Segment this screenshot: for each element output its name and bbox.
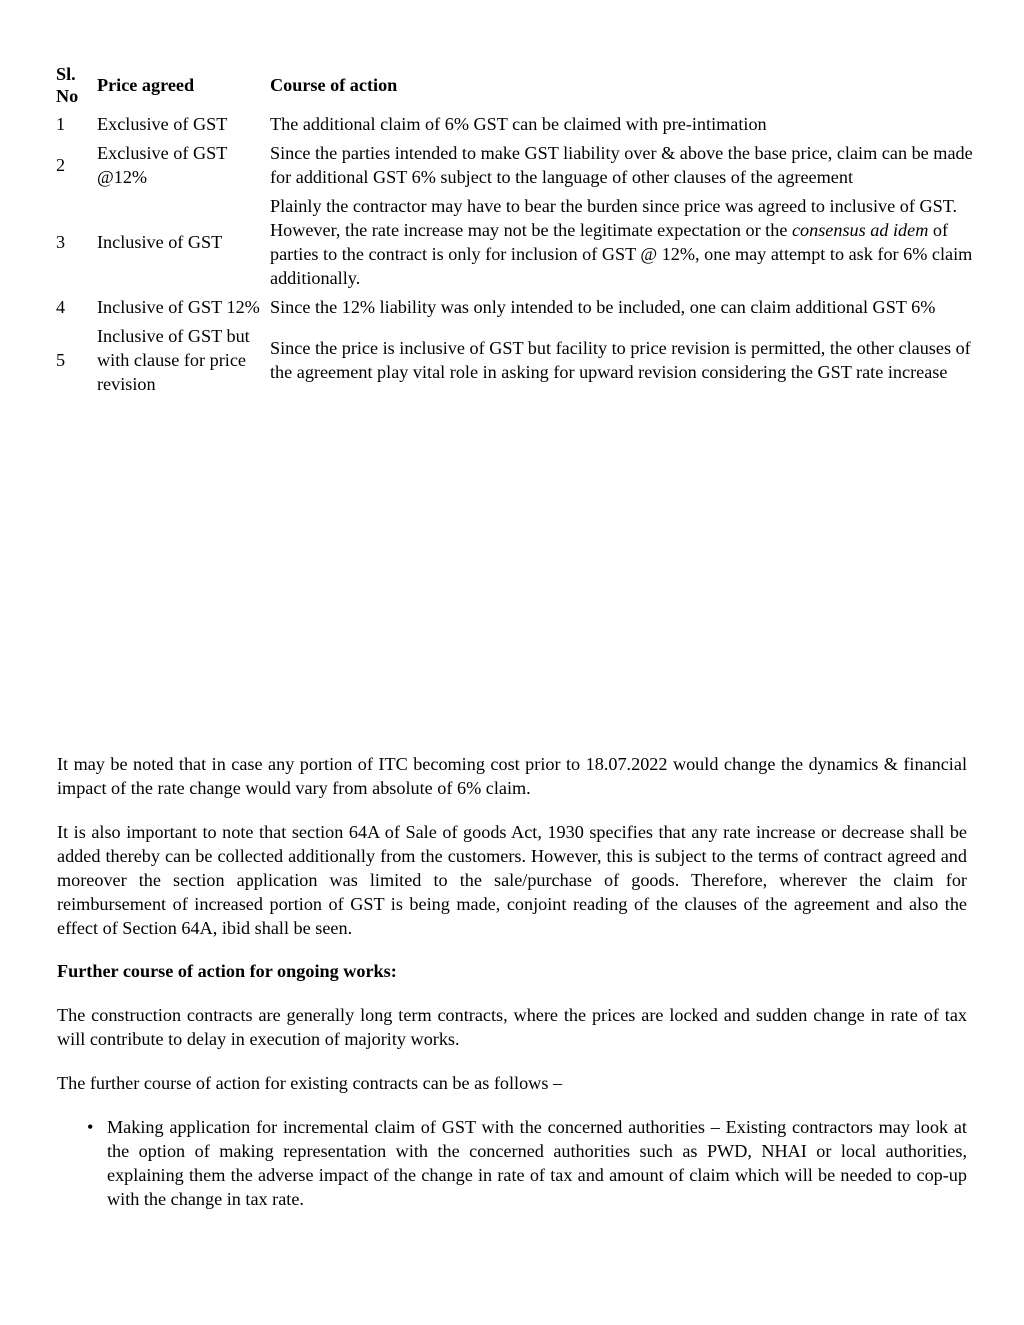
table-row [56, 192, 990, 293]
action-text-part2: of parties to the contract is only for inclusion of GST @ 12%, one may attempt to ask for 6% claim additionally. [270, 220, 973, 288]
row-sl-no: 3 [56, 232, 66, 252]
row-course-of-action: Since the price is inclusive of GST but facility to price revision is permitted, the other clauses of the agreement play vital role in asking for upward revision considering the GST rate increase [270, 338, 971, 382]
gst-course-of-action-table [56, 60, 990, 399]
paragraph-further-course [57, 1071, 967, 1095]
row-price-agreed: Exclusive of GST @12% [97, 143, 227, 187]
row-course-of-action: Since the 12% liability was only intended to be included, one can claim additional GST 6% [270, 297, 936, 317]
paragraph-text: It may be noted that in case any portion of ITC becoming cost prior to 18.07.2022 would change the dynamics & financial impact of the rate change would vary from absolute of 6% claim. [57, 754, 967, 798]
row-price-agreed: Inclusive of GST 12% [97, 297, 260, 317]
list-item [57, 1115, 967, 1211]
header-sl-no: Sl. No [56, 64, 79, 106]
row-sl-no: 5 [56, 350, 66, 370]
row-course-of-action [270, 192, 990, 293]
row-sl-no: 2 [56, 155, 66, 175]
action-text-italic: consensus ad idem [791, 220, 929, 240]
row-course-of-action: Since the parties intended to make GST liability over & above the base price, claim can be made for additional GST 6% subject to the language of other clauses of the agreement [270, 143, 973, 187]
paragraph-text: The construction contracts are generally long term contracts, where the prices are locked and sudden change in rate of tax will contribute to delay in execution of majority works. [57, 1005, 967, 1049]
row-sl-no: 1 [56, 114, 66, 134]
section-heading [57, 959, 967, 983]
row-price-agreed: Inclusive of GST but with clause for price revision [97, 326, 250, 394]
table-row [56, 139, 990, 192]
action-text-part1: Plainly the contractor may have to bear the burden since price was agreed to inclusive of GST. However, the rate increase may not be the legitimate expectation or the [270, 196, 958, 240]
header-price-agreed: Price agreed [97, 75, 195, 95]
paragraph-section-64a [57, 820, 967, 940]
table-row [56, 322, 990, 399]
paragraph-itc-cost [57, 752, 967, 800]
heading-further-course: Further course of action for ongoing works: [57, 961, 397, 981]
bullet-icon: • [87, 1117, 94, 1137]
table-header-row [56, 60, 990, 110]
row-price-agreed: Exclusive of GST [97, 114, 228, 134]
paragraph-construction-contracts [57, 1003, 967, 1051]
row-course-of-action: The additional claim of 6% GST can be claimed with pre-intimation [270, 114, 767, 134]
header-course-of-action: Course of action [270, 75, 398, 95]
bullet-text: Making application for incremental claim of GST with the concerned authorities – Existing contractors may look at the option of making representation with the concerned authorities such as PWD, NHAI or local authorities, explaining them the adverse impact of the change in rate of tax and amount of claim which will be needed to cop-up with the change in tax rate. [107, 1117, 967, 1209]
row-sl-no: 4 [56, 297, 66, 317]
paragraph-text: It is also important to note that section 64A of Sale of goods Act, 1930 specifies that any rate increase or decrease shall be added thereby can be collected additionally from the customers. However, this is subject to the terms of contract agreed and moreover the section application was limited to the sale/purchase of goods. Therefore, wherever the claim for reimbursement of increased portion of GST is being made, conjoint reading of the clauses of the agreement and also the effect of Section 64A, ibid shall be seen. [57, 822, 967, 938]
table-row [56, 293, 990, 322]
row-price-agreed: Inclusive of GST [97, 232, 223, 252]
bullet-list [57, 1115, 967, 1211]
paragraph-text: The further course of action for existing contracts can be as follows – [57, 1073, 563, 1093]
table-row [56, 110, 990, 139]
